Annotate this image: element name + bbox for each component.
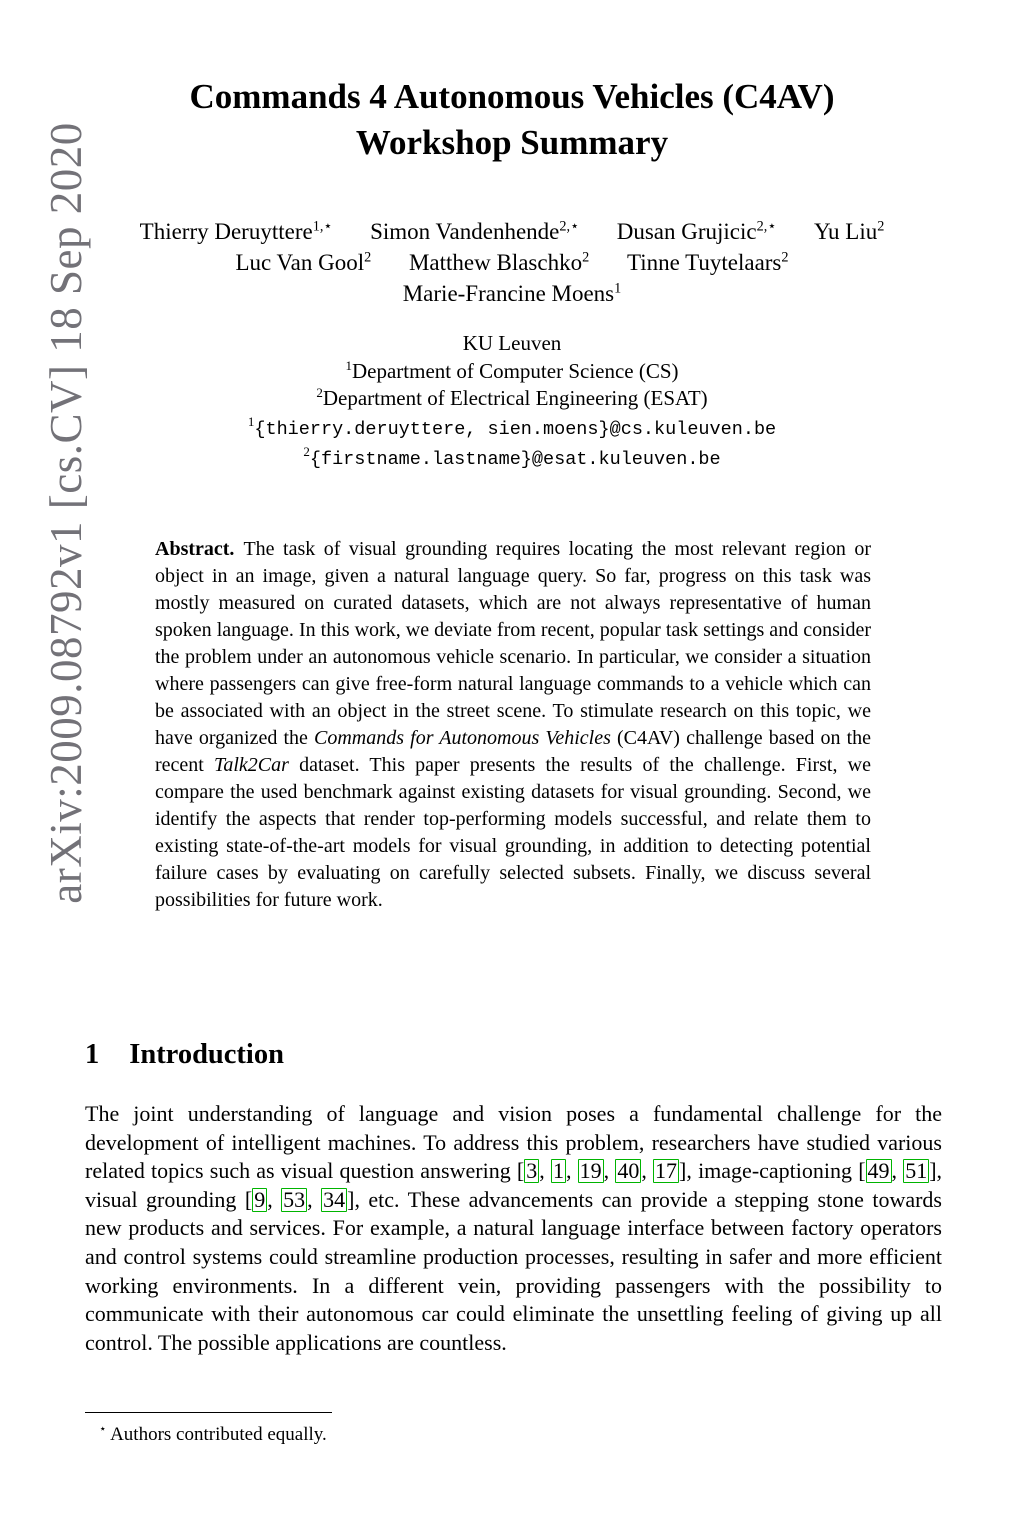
citation-link[interactable]: 51: [905, 1158, 928, 1184]
citation-link[interactable]: 1: [552, 1158, 564, 1184]
footnote-label: Authors contributed equally.: [110, 1424, 327, 1445]
paper-title: [64, 74, 960, 166]
introduction-paragraph: The joint understanding of language and vision poses a fundamental challenge for the development of intelligent machines. To address this problem, researchers have studied various related topics such as visual question answering [3, 1, 19, 40, 17], image-captioning [49, 51], visual grounding [9, 53, 34], etc. These advancements can provide a stepping stone towards new products and services. For example, a natural language interface between factory operators and control systems could streamline production processes, resulting in safer and more efficient working environments. In a different vein, providing passengers with the possibility to communicate with their autonomous car could eliminate the unsettling feeling of giving up all control. The possible applications are countless.: [85, 1101, 943, 1355]
department-marker: 1: [345, 357, 352, 373]
citation-link[interactable]: 17: [655, 1158, 678, 1184]
author-name: [370, 219, 579, 244]
email-line: [64, 444, 960, 474]
email-marker: 2: [303, 444, 310, 459]
citation-link[interactable]: 34: [323, 1186, 346, 1212]
author-name: [235, 250, 371, 275]
author-affiliation-marker: 1,⋆: [312, 218, 333, 235]
author-affiliation-marker: 2: [781, 249, 789, 266]
author-row: [44, 247, 980, 278]
paper-title-line2: Workshop Summary: [355, 123, 669, 162]
author-name-text: Thierry Deruyttere: [139, 219, 313, 244]
author-name: [627, 250, 789, 275]
author-name-text: Marie-Francine Moens: [402, 281, 615, 306]
italic-text: Commands for Autonomous Vehicles: [314, 727, 611, 749]
institution: KU Leuven: [462, 331, 562, 355]
department-text: Department of Electrical Engineering (ESAT): [322, 386, 708, 410]
abstract: [155, 536, 871, 914]
authors-block: [44, 216, 980, 309]
citation-link[interactable]: 3: [526, 1158, 538, 1184]
email-line: [64, 414, 960, 444]
author-name: [409, 250, 589, 275]
author-row: [44, 278, 980, 309]
citation-link[interactable]: 9: [254, 1186, 266, 1212]
affiliation-block: [64, 330, 960, 474]
footnote-marker: ⋆: [99, 1422, 107, 1436]
section-title: Introduction: [129, 1039, 284, 1070]
author-row: [44, 216, 980, 247]
email-marker: 1: [247, 413, 255, 429]
citation-link[interactable]: 40: [617, 1158, 640, 1184]
citation-link[interactable]: 49: [867, 1158, 890, 1184]
author-name-text: Yu Liu: [813, 219, 878, 244]
contact-email: {firstname.lastname}@esat.kuleuven.be: [309, 449, 721, 470]
author-name-text: Simon Vandenhende: [370, 219, 560, 244]
abstract-paragraph: [155, 536, 871, 914]
abstract-label: Abstract.: [155, 538, 235, 560]
author-affiliation-marker: 1: [614, 280, 622, 297]
section-number: 1: [85, 1039, 100, 1070]
footnote-rule: [85, 1412, 332, 1413]
arxiv-watermark: arXiv:2009.08792v1 [cs.CV] 18 Sep 2020: [41, 122, 91, 904]
citation-link[interactable]: 53: [283, 1186, 306, 1212]
author-affiliation-marker: 2: [877, 218, 885, 235]
abstract-text: The task of visual grounding requires locating the most relevant region or object in an image, given a natural language query. So far, progress on this task was mostly measured on curated datasets, which are not always representative of human spoken language. In this work, we deviate from recent, popular task settings and consider the problem under an autonomous vehicle scenario. In particular, we consider a situation where passengers can give free-form natural language commands to a vehicle which can be associated with an object in the street scene. To stimulate research on this topic, we have organized the Commands for Autonomous Vehicles (C4AV) challenge based on the recent Talk2Car dataset. This paper presents the results of the challenge. First, we compare the used benchmark against existing datasets for visual grounding. Second, we identify the aspects that render top-performing models successful, and relate them to existing state-of-the-art models for visual grounding, in addition to detecting potential failure cases by evaluating on carefully selected subsets. Finally, we discuss several possibilities for future work.: [155, 538, 871, 911]
footnote: [85, 1412, 942, 1447]
department-marker: 2: [316, 385, 323, 400]
author-name: [814, 219, 884, 244]
paper-title-line1: Commands 4 Autonomous Vehicles (C4AV): [189, 77, 835, 116]
author-name-text: Tinne Tuytelaars: [626, 250, 782, 275]
footnote-text: [85, 1422, 942, 1447]
department-text: Department of Computer Science (CS): [351, 358, 679, 383]
author-name-text: Luc Van Gool: [235, 250, 365, 275]
contact-email: {thierry.deruyttere, sien.moens}@cs.kuleuven.be: [254, 418, 777, 440]
author-affiliation-marker: 2,⋆: [756, 218, 777, 235]
author-affiliation-marker: 2,⋆: [559, 218, 579, 235]
italic-text: Talk2Car: [214, 754, 289, 776]
department-line: [64, 358, 960, 386]
author-affiliation-marker: 2: [364, 249, 372, 266]
author-name-text: Dusan Grujicic: [616, 219, 757, 244]
department-line: [64, 385, 960, 413]
author-name: [403, 281, 622, 306]
section-heading: [85, 1038, 942, 1072]
author-affiliation-marker: 2: [582, 249, 590, 266]
author-name-text: Matthew Blaschko: [408, 250, 583, 275]
author-name: [617, 219, 777, 244]
author-name: [140, 219, 333, 244]
citation-link[interactable]: 19: [579, 1158, 602, 1184]
